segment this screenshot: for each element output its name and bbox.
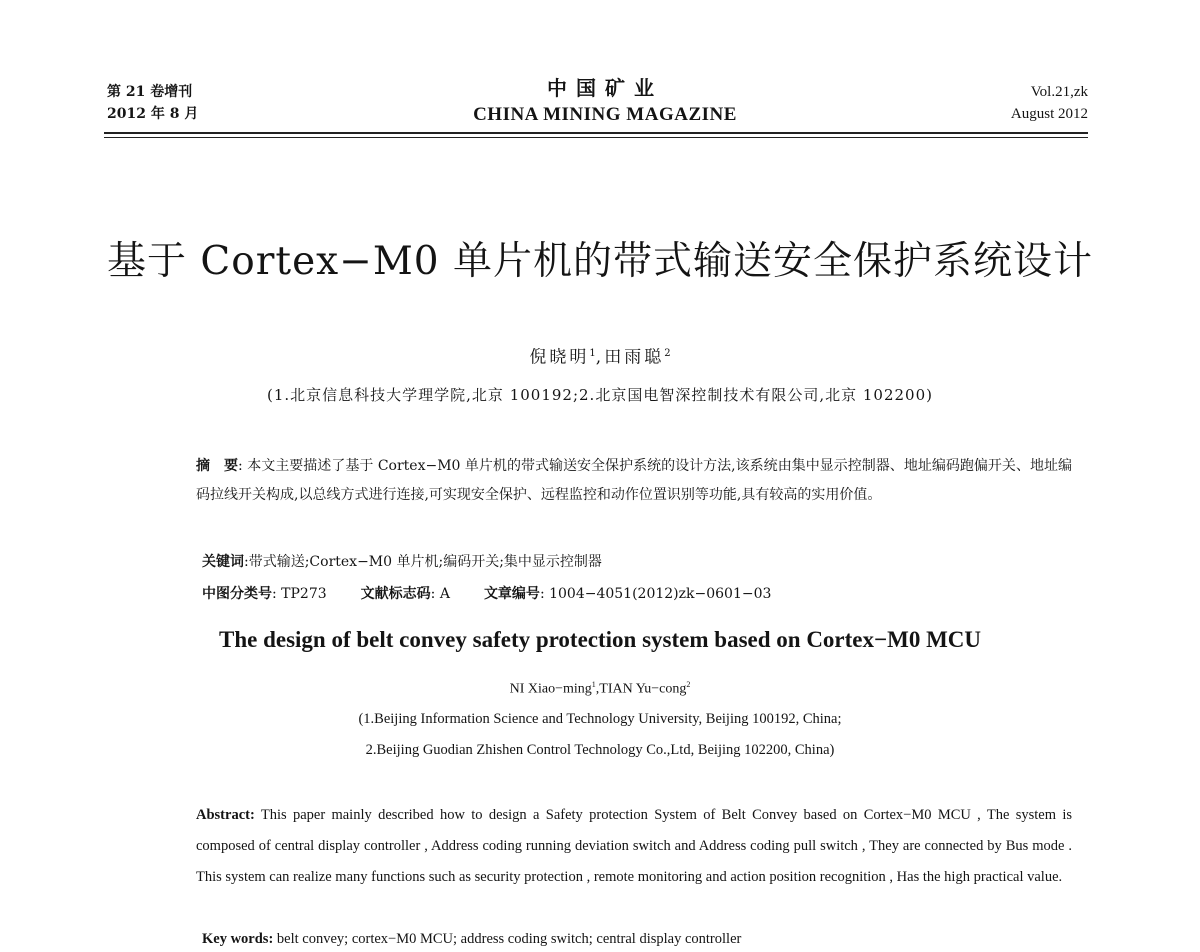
affiliation-line: 2.Beijing Guodian Zhishen Control Technology Co.,Ltd, Beijing 102200, China) [365,742,835,758]
affiliation-mark: 2 [664,348,671,359]
doc-code-value: : A [430,586,450,602]
abstract-label-en: Abstract: [196,807,255,823]
affiliation-mark: 1 [589,348,596,359]
affiliation-mark: 2 [686,680,691,689]
abstract-label-cn: 摘 要 [196,458,239,474]
article-number-label: 文章编号 [483,586,540,602]
doc-code-label: 文献标志码 [360,586,431,602]
article-number-value: : 1004−4051(2012)zk−0601−03 [539,586,772,602]
authors-cn [300,341,900,371]
header-rule-thick [104,132,1088,134]
issue-info [107,81,198,125]
keywords-label-cn: 关键词 [202,554,244,570]
header-rule-thin [104,137,1088,138]
affiliation-line: (1.Beijing Information Science and Technology University, Beijing 100192, China; [358,711,842,727]
affiliation-mark: 1 [591,680,596,689]
author-separator: , [595,347,605,368]
keywords-text-cn: :带式输送;Cortex−M0 单片机;编码开关;集中显示控制器 [244,554,602,570]
abstract-text-en: This paper mainly described how to design a Safety protection System of Belt Convey based on Cortex−M0 MCU , The system is composed of central display controller , Address coding running deviation switch and Address coding pull switch , They are connected by Bus mode . This system can realize many functions such as security protection , remote monitoring and action position recognition , Has the high practical value. [196,807,1072,885]
classification-row [202,581,771,607]
volume-date: August 2012 [1010,106,1088,122]
volume-number: Vol.21,zk [1030,84,1088,100]
issue-volume: 第 21 卷增刊 [107,84,193,100]
journal-name [400,74,810,128]
journal-name-en: CHINA MINING MAGAZINE [473,104,737,125]
affiliation-cn: (1.北京信息科技大学理学院,北京 100192;2.北京国电智深控制技术有限公司,北京 102200) [267,386,933,404]
author-name: 田雨聪 [604,347,665,368]
clc-label: 中图分类号 [202,586,272,602]
author-name: TIAN Yu−cong [599,681,687,697]
affiliation-en [150,704,1050,766]
author-name: NI Xiao−ming [509,681,592,697]
paper-title-en: The design of belt convey safety protection system based on Cortex−M0 MCU [218,627,981,652]
volume-info [1011,81,1088,125]
author-separator: , [595,681,600,697]
abstract-en [160,800,1072,893]
keywords-text-en: belt convey; cortex−M0 MCU; address coding switch; central display controller [273,931,742,947]
abstract-text-cn: : 本文主要描述了基于 Cortex−M0 单片机的带式输送安全保护系统的设计方法,该系统由集中显示控制器、地址编码跑偏开关、地址编码拉线开关构成,以总线方式进行连接,可实现安全保护、远程监控和动作位置识别等功能,具有较高的实用价值。 [196,458,1072,503]
keywords-cn [202,549,602,575]
journal-name-cn: 中国矿业 [547,76,663,100]
issue-date: 2012 年 8 月 [107,106,199,122]
clc-value: : TP273 [272,586,327,602]
paper-title-cn: 基于 Cortex−M0 单片机的带式输送安全保护系统设计 [107,239,1093,284]
abstract-cn [160,452,1072,510]
keywords-en [202,926,741,952]
keywords-label-en: Key words: [202,931,274,947]
author-name: 倪晓明 [529,347,590,368]
authors-en [300,673,900,702]
